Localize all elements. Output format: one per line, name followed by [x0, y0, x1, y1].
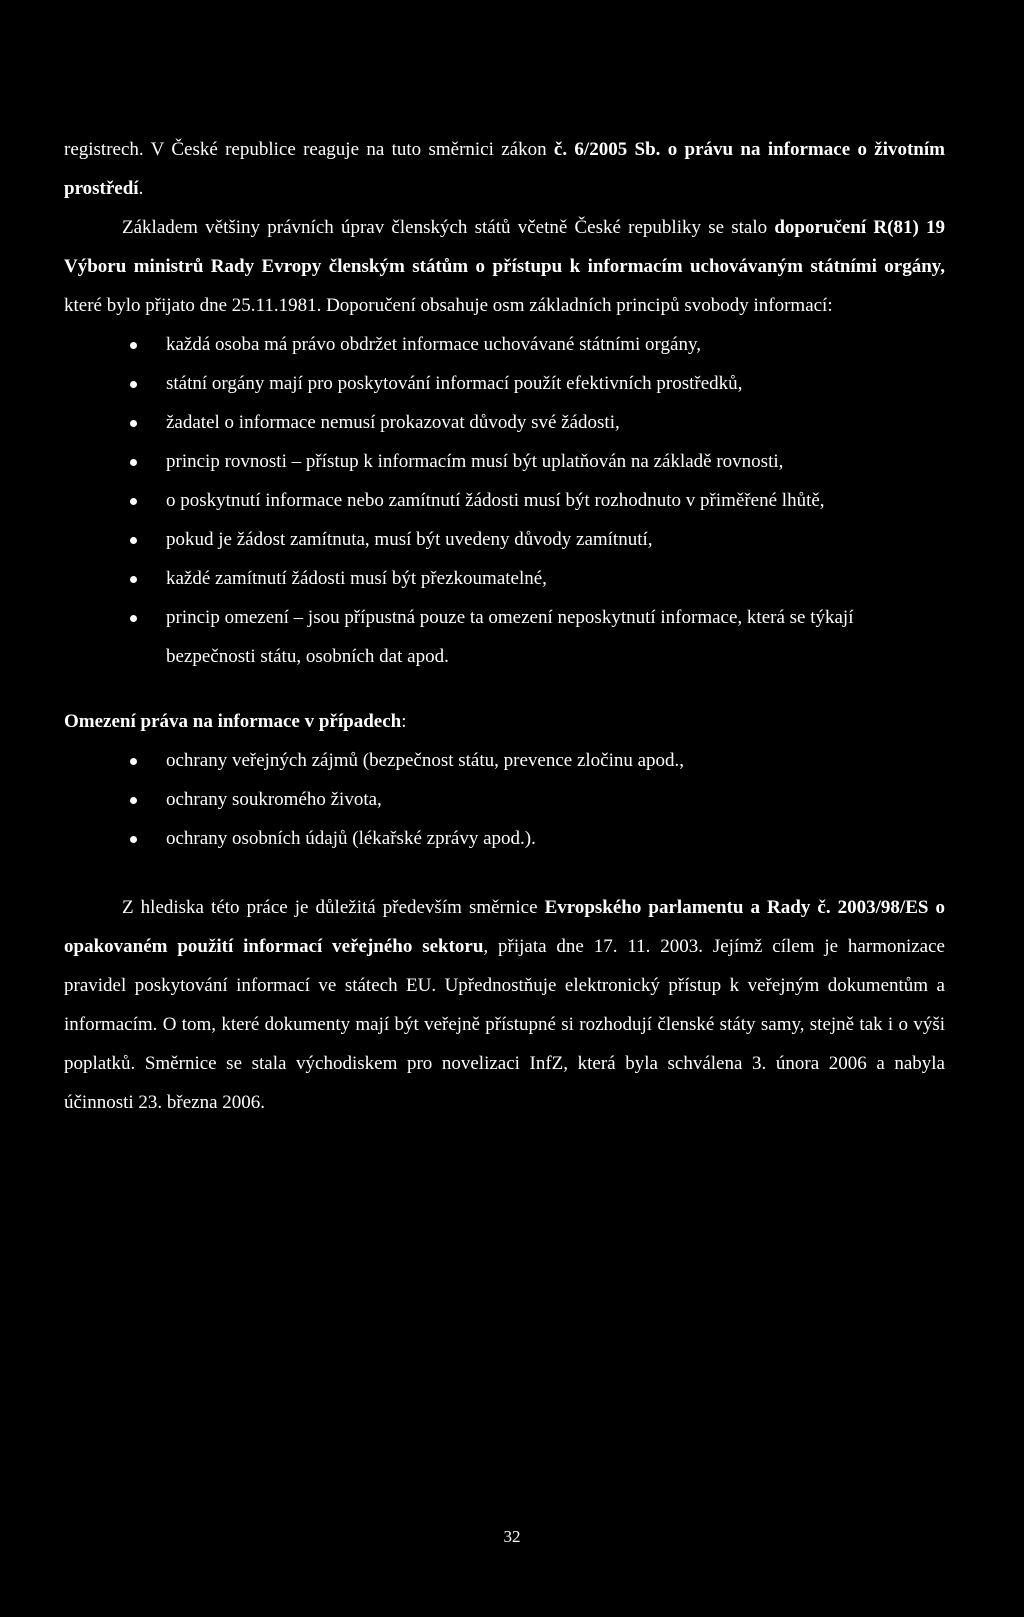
list-item: princip omezení – jsou přípustná pouze ta omezení neposkytnutí informace, která se týkají bezpečnosti státu, osobních dat apod. [64, 598, 945, 676]
bullet-icon [130, 498, 137, 505]
paragraph-text: které bylo přijato dne 25.11.1981. Doporučení obsahuje osm základních principů svobody informací: [64, 295, 833, 316]
bullet-icon [130, 459, 137, 466]
paragraph-text: registrech. V České republice reaguje na tuto směrnici zákon [64, 139, 554, 160]
bullet-icon [130, 615, 137, 622]
list-item: pokud je žádost zamítnuta, musí být uvedeny důvody zamítnutí, [64, 520, 945, 559]
bullet-icon [130, 420, 137, 427]
paragraph-text: , přijata dne 17. 11. 2003. Jejímž cílem je harmonizace pravidel poskytování informací ve státech EU. Upřednostňuje elektronický přístup k veřejným dokumentům a informacím. O tom, které dokumenty mají být veřejně přístupné si rozhodují členské státy samy, stejně tak i o výši poplatků. Směrnice se stala východiskem pro novelizaci InfZ, která byla schválena 3. února 2006 a nabyla účinnosti 23. března 2006. [64, 936, 945, 1113]
list-item: každá osoba má právo obdržet informace uchovávané státními orgány, [64, 325, 945, 364]
restrictions-list [64, 741, 945, 858]
list-item: státní orgány mají pro poskytování informací použít efektivních prostředků, [64, 364, 945, 403]
bullet-icon [130, 797, 137, 804]
bold-recommendation-reference: doporučení R(81) 19 Výboru ministrů Rady Evropy členským státům o přístupu k informacím uchovávaným státními orgány, [64, 217, 945, 277]
list-item: ochrany soukromého života, [64, 780, 945, 819]
list-item: každé zamítnutí žádosti musí být přezkoumatelné, [64, 559, 945, 598]
paragraph-text: Základem většiny právních úprav členských států včetně České republiky se stalo [122, 217, 775, 238]
principles-list [64, 325, 945, 676]
paragraph-text: Z hlediska této práce je důležitá především směrnice [122, 897, 545, 918]
paragraph-recommendation [64, 208, 945, 325]
restrictions-heading: Omezení práva na informace v případech: [64, 711, 407, 732]
bullet-icon [130, 836, 137, 843]
list-item: žadatel o informace nemusí prokazovat důvody své žádosti, [64, 403, 945, 442]
paragraph-text: . [138, 178, 144, 199]
bullet-icon [130, 758, 137, 765]
paragraph-continuation [64, 130, 945, 208]
bold-law-reference: č. 6/2005 Sb. o právu na informace o životním prostředí [64, 139, 945, 199]
document-page [64, 130, 945, 1122]
bullet-icon [130, 576, 137, 583]
list-item: o poskytnutí informace nebo zamítnutí žádosti musí být rozhodnuto v přiměřené lhůtě, [64, 481, 945, 520]
list-item: ochrany osobních údajů (lékařské zprávy apod.). [64, 819, 945, 858]
list-item: princip rovnosti – přístup k informacím musí být uplatňován na základě rovnosti, [64, 442, 945, 481]
bullet-icon [130, 381, 137, 388]
list-item: ochrany veřejných zájmů (bezpečnost státu, prevence zločinu apod., [64, 741, 945, 780]
bullet-icon [130, 342, 137, 349]
page-number: 32 [503, 1527, 521, 1546]
bullet-icon [130, 537, 137, 544]
bold-directive-reference: Evropského parlamentu a Rady č. 2003/98/ES o opakovaném použití informací veřejného sektoru [64, 897, 945, 957]
paragraph-directive [64, 888, 945, 1122]
